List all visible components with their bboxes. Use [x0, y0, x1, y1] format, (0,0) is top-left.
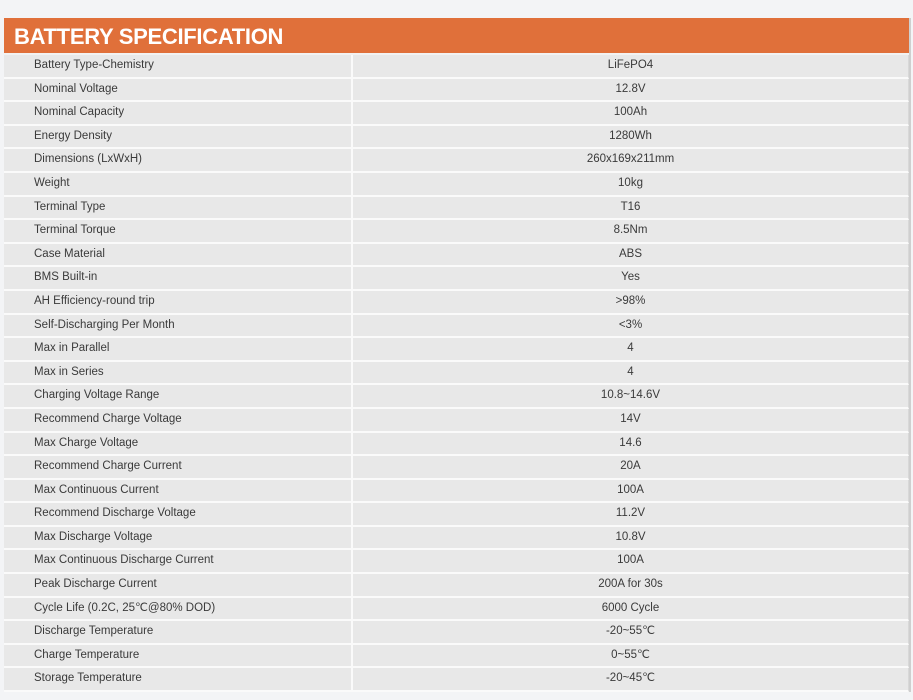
spec-value: -20~55℃: [353, 621, 909, 645]
spec-label: Nominal Voltage: [4, 79, 353, 103]
spec-value: 200A for 30s: [353, 574, 909, 598]
spec-value: 6000 Cycle: [353, 598, 909, 622]
spec-value: 11.2V: [353, 503, 909, 527]
right-border: [909, 18, 911, 692]
spec-row: [4, 197, 909, 221]
spec-value: 10kg: [353, 173, 909, 197]
spec-label: Charging Voltage Range: [4, 385, 353, 409]
spec-label: Max Discharge Voltage: [4, 527, 353, 551]
spec-value: T16: [353, 197, 909, 221]
spec-label: Recommend Charge Voltage: [4, 409, 353, 433]
spec-table: [4, 55, 909, 692]
spec-label: Discharge Temperature: [4, 621, 353, 645]
spec-row: [4, 338, 909, 362]
spec-label: Weight: [4, 173, 353, 197]
spec-label: Storage Temperature: [4, 668, 353, 692]
spec-value: 100A: [353, 480, 909, 504]
spec-row: [4, 220, 909, 244]
spec-row: [4, 433, 909, 457]
spec-row: [4, 598, 909, 622]
spec-value: 10.8~14.6V: [353, 385, 909, 409]
spec-value: 14V: [353, 409, 909, 433]
spec-value: 260x169x211mm: [353, 149, 909, 173]
spec-value: -20~45℃: [353, 668, 909, 692]
spec-row: [4, 574, 909, 598]
spec-row: [4, 291, 909, 315]
spec-label: Case Material: [4, 244, 353, 268]
spec-value: >98%: [353, 291, 909, 315]
spec-row: [4, 385, 909, 409]
spec-row: [4, 668, 909, 692]
spec-row: [4, 102, 909, 126]
spec-row: [4, 480, 909, 504]
spec-title: BATTERY SPECIFICATION: [4, 18, 909, 55]
spec-row: [4, 267, 909, 291]
spec-value: Yes: [353, 267, 909, 291]
spec-value: 20A: [353, 456, 909, 480]
spec-row: [4, 126, 909, 150]
spec-value: 1280Wh: [353, 126, 909, 150]
spec-label: Self-Discharging Per Month: [4, 315, 353, 339]
spec-label: Peak Discharge Current: [4, 574, 353, 598]
spec-value: 100A: [353, 550, 909, 574]
spec-label: Charge Temperature: [4, 645, 353, 669]
spec-label: Max Continuous Discharge Current: [4, 550, 353, 574]
spec-label: Cycle Life (0.2C, 25℃@80% DOD): [4, 598, 353, 622]
spec-row: [4, 621, 909, 645]
spec-value: 0~55℃: [353, 645, 909, 669]
spec-label: Max Charge Voltage: [4, 433, 353, 457]
spec-row: [4, 55, 909, 79]
spec-label: Dimensions (LxWxH): [4, 149, 353, 173]
spec-label: Battery Type-Chemistry: [4, 55, 353, 79]
spec-value: LiFePO4: [353, 55, 909, 79]
spec-label: Recommend Discharge Voltage: [4, 503, 353, 527]
spec-row: [4, 503, 909, 527]
spec-row: [4, 315, 909, 339]
spec-row: [4, 173, 909, 197]
spec-sheet: [4, 18, 909, 692]
spec-value: 100Ah: [353, 102, 909, 126]
spec-value: <3%: [353, 315, 909, 339]
spec-label: AH Efficiency-round trip: [4, 291, 353, 315]
spec-row: [4, 645, 909, 669]
spec-label: Terminal Type: [4, 197, 353, 221]
spec-row: [4, 149, 909, 173]
spec-value: 4: [353, 362, 909, 386]
spec-value: 8.5Nm: [353, 220, 909, 244]
spec-value: 14.6: [353, 433, 909, 457]
spec-row: [4, 79, 909, 103]
spec-value: 12.8V: [353, 79, 909, 103]
spec-value: ABS: [353, 244, 909, 268]
spec-row: [4, 527, 909, 551]
spec-label: Recommend Charge Current: [4, 456, 353, 480]
spec-row: [4, 244, 909, 268]
spec-value: 4: [353, 338, 909, 362]
spec-row: [4, 456, 909, 480]
spec-row: [4, 362, 909, 386]
spec-row: [4, 550, 909, 574]
spec-label: BMS Built-in: [4, 267, 353, 291]
spec-label: Max in Parallel: [4, 338, 353, 362]
spec-label: Max in Series: [4, 362, 353, 386]
spec-label: Nominal Capacity: [4, 102, 353, 126]
spec-label: Max Continuous Current: [4, 480, 353, 504]
spec-label: Terminal Torque: [4, 220, 353, 244]
spec-label: Energy Density: [4, 126, 353, 150]
spec-row: [4, 409, 909, 433]
spec-value: 10.8V: [353, 527, 909, 551]
